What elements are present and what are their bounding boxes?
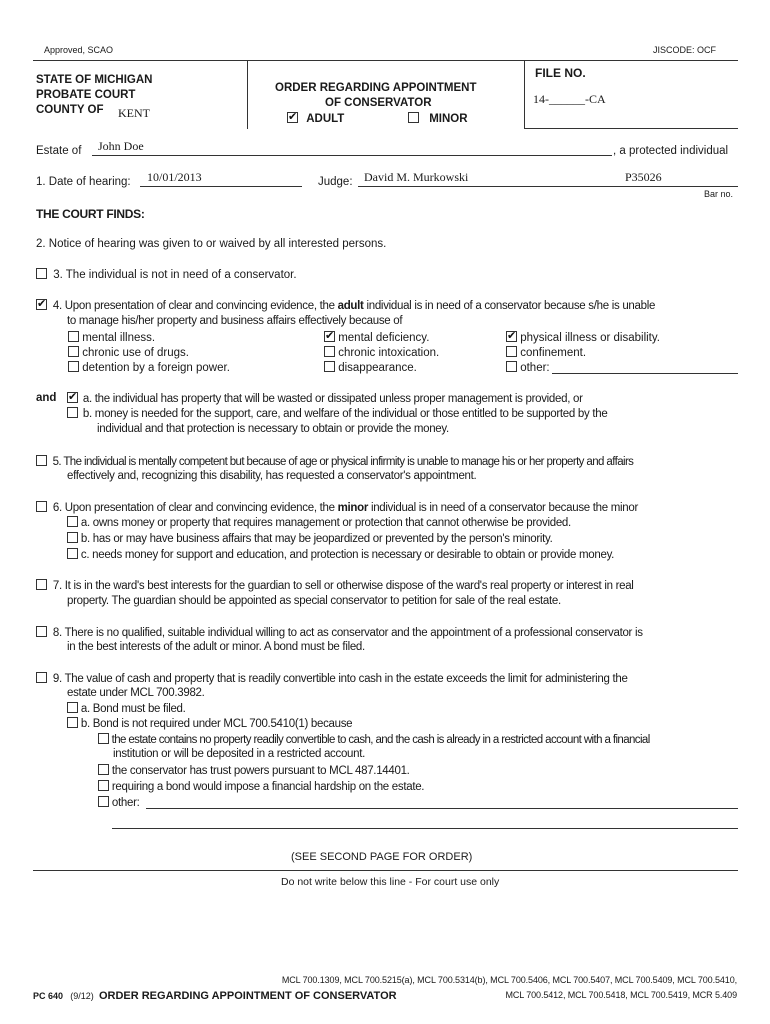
minor-option[interactable] bbox=[408, 112, 468, 125]
item-4-text-post: individual is in need of a conservator because s/he is unable bbox=[363, 300, 656, 312]
item-9a-text: a. Bond must be filed. bbox=[80, 703, 186, 715]
item-9b-sub1 bbox=[98, 733, 650, 746]
item-9b-sub4 bbox=[98, 796, 140, 809]
judge-name[interactable]: David M. Murkowski bbox=[364, 170, 469, 184]
footer-form-title: ORDER REGARDING APPOINTMENT OF CONSERVATOR bbox=[98, 990, 397, 1002]
item-8 bbox=[36, 626, 643, 639]
adult-checkbox[interactable] bbox=[287, 112, 298, 123]
item-6b-text: b. has or may have business affairs that may be jeopardized or prevented by the person's minority. bbox=[80, 533, 553, 545]
form-number: PC 640 bbox=[33, 991, 64, 1001]
header-divider-right bbox=[524, 61, 525, 129]
reason-checkbox[interactable] bbox=[68, 331, 79, 342]
court-use-label: Do not write below this line - For court use only bbox=[281, 876, 500, 888]
reason-label: mental deficiency. bbox=[338, 332, 430, 344]
item-6-text-bold: minor bbox=[337, 502, 369, 514]
reason-confinement[interactable] bbox=[506, 346, 586, 359]
item-8-text: 8. There is no qualified, suitable individual willing to act as conservator and the appointment of a professional conservator is bbox=[52, 627, 643, 639]
item-9b bbox=[67, 717, 352, 730]
reason-checkbox[interactable] bbox=[324, 361, 335, 372]
reason-checkbox[interactable] bbox=[324, 346, 335, 357]
reason-checkbox[interactable] bbox=[506, 331, 517, 342]
item-6-text-pre: 6. Upon presentation of clear and convincing evidence, the bbox=[52, 502, 338, 514]
header-divider-left bbox=[247, 61, 248, 129]
item-3 bbox=[36, 268, 297, 281]
item-9b-sub1-checkbox[interactable] bbox=[98, 733, 109, 744]
item-4b-text: b. money is needed for the support, care, and welfare of the individual or those entitled to be supported by the bbox=[82, 408, 608, 420]
item-6-checkbox[interactable] bbox=[36, 501, 47, 512]
jiscode-text: JISCODE: OCF bbox=[653, 45, 717, 55]
reason-label: disappearance. bbox=[338, 362, 417, 374]
item-6a-text: a. owns money or property that requires management or protection that cannot otherwise be provided. bbox=[80, 517, 571, 529]
reason-label: confinement. bbox=[520, 347, 587, 359]
item-9b-sub1-text: the estate contains no property readily convertible to cash, and the cash is already in a restricted account with a financial bbox=[111, 734, 650, 746]
reason-physical-illness[interactable] bbox=[506, 331, 660, 344]
item-9b-checkbox[interactable] bbox=[67, 717, 78, 728]
item-6a bbox=[67, 516, 571, 529]
item-4a-checkbox[interactable] bbox=[67, 392, 78, 403]
court-finds-heading: THE COURT FINDS: bbox=[36, 207, 145, 221]
item-9 bbox=[36, 672, 628, 685]
item-9-text: 9. The value of cash and property that is readily convertible into cash in the estate exceeds the limit for administering the bbox=[52, 673, 628, 685]
court-use-rule bbox=[33, 870, 738, 871]
item-6c bbox=[67, 548, 614, 561]
form-title-line1: ORDER REGARDING APPOINTMENT bbox=[275, 82, 477, 94]
item-4-line1 bbox=[36, 299, 655, 312]
reason-checkbox[interactable] bbox=[68, 346, 79, 357]
footer-form-id bbox=[33, 990, 397, 1002]
hearing-date-line bbox=[140, 186, 302, 187]
item-4a bbox=[67, 392, 583, 405]
item-4-checkbox[interactable] bbox=[36, 299, 47, 310]
item-9b-sub3-checkbox[interactable] bbox=[98, 780, 109, 791]
reason-label: physical illness or disability. bbox=[520, 332, 660, 344]
item-4b-checkbox[interactable] bbox=[67, 407, 78, 418]
minor-label: MINOR bbox=[429, 113, 468, 125]
bar-number[interactable]: P35026 bbox=[625, 170, 662, 184]
item-9a bbox=[67, 702, 186, 715]
item-4a-text: a. the individual has property that will be wasted or dissipated unless proper management is provided, or bbox=[82, 393, 583, 405]
file-box-bottom bbox=[524, 128, 738, 129]
item-9b-sub4-checkbox[interactable] bbox=[98, 796, 109, 807]
footer-mcl-line1: MCL 700.1309, MCL 700.5215(a), MCL 700.5314(b), MCL 700.5406, MCL 700.5407, MCL 700.5409, MCL 700.5410, bbox=[281, 975, 737, 985]
item-4-line2: to manage his/her property and business affairs effectively because of bbox=[67, 315, 403, 327]
item-9b-sub2 bbox=[98, 764, 410, 777]
item-5 bbox=[36, 455, 633, 468]
item-9a-checkbox[interactable] bbox=[67, 702, 78, 713]
reason-checkbox[interactable] bbox=[68, 361, 79, 372]
reason-label: chronic intoxication. bbox=[338, 347, 440, 359]
reason-other[interactable] bbox=[506, 361, 550, 374]
item-9b-sub2-checkbox[interactable] bbox=[98, 764, 109, 775]
item-4b bbox=[67, 407, 607, 420]
item-9b-sub3-text: requiring a bond would impose a financial hardship on the estate. bbox=[111, 781, 425, 793]
adult-label: ADULT bbox=[306, 113, 345, 125]
footer-mcl-line2: MCL 700.5412, MCL 700.5418, MCL 700.5419, MCR 5.409 bbox=[505, 990, 737, 1000]
judge-line bbox=[358, 186, 738, 187]
court-line-state: STATE OF MICHIGAN bbox=[36, 74, 153, 86]
item-9-other-line-2 bbox=[112, 828, 738, 829]
item-9-checkbox[interactable] bbox=[36, 672, 47, 683]
item-9b-text: b. Bond is not required under MCL 700.5410(1) because bbox=[80, 718, 353, 730]
reason-chronic-intoxication[interactable] bbox=[324, 346, 439, 359]
item-4-text-pre: 4. Upon presentation of clear and convincing evidence, the bbox=[52, 300, 338, 312]
item-2: 2. Notice of hearing was given to or waived by all interested persons. bbox=[36, 238, 387, 250]
county-value[interactable]: KENT bbox=[118, 106, 150, 120]
item-6b-checkbox[interactable] bbox=[67, 532, 78, 543]
hearing-date-label: 1. Date of hearing: bbox=[36, 176, 131, 188]
item-6a-checkbox[interactable] bbox=[67, 516, 78, 527]
form-title-line2: OF CONSERVATOR bbox=[325, 97, 432, 109]
court-line-probate: PROBATE COURT bbox=[36, 89, 136, 101]
reason-checkbox[interactable] bbox=[324, 331, 335, 342]
reason-chronic-drugs[interactable] bbox=[68, 346, 189, 359]
item-9b-sub1-line2: institution or will be deposited in a restricted account. bbox=[113, 748, 366, 760]
header-top-rule bbox=[33, 60, 738, 61]
estate-label: Estate of bbox=[36, 145, 82, 157]
estate-name[interactable]: John Doe bbox=[98, 139, 144, 153]
item-5-text: 5. The individual is mentally competent but because of age or physical infirmity is unable to manage his or her property and affairs bbox=[52, 456, 634, 468]
reason-label: chronic use of drugs. bbox=[82, 347, 189, 359]
approved-text: Approved, SCAO bbox=[44, 45, 114, 55]
reason-mental-illness[interactable] bbox=[68, 331, 155, 344]
item-6c-checkbox[interactable] bbox=[67, 548, 78, 559]
item-3-checkbox[interactable] bbox=[36, 268, 47, 279]
adult-option[interactable] bbox=[287, 112, 344, 125]
item-9b-sub4-text: other: bbox=[111, 797, 140, 809]
see-second-page: (SEE SECOND PAGE FOR ORDER) bbox=[291, 851, 473, 863]
item-9b-sub2-text: the conservator has trust powers pursuant to MCL 487.14401. bbox=[111, 765, 410, 777]
judge-label: Judge: bbox=[318, 176, 353, 188]
item-7-line2: property. The guardian should be appointed as special conservator to petition for sale of the real estate. bbox=[67, 595, 561, 607]
bar-no-label: Bar no. bbox=[704, 189, 734, 199]
item-5-checkbox[interactable] bbox=[36, 455, 47, 466]
item-6b bbox=[67, 532, 553, 545]
hearing-date-value[interactable]: 10/01/2013 bbox=[147, 170, 202, 184]
item-9-other-line-1 bbox=[146, 808, 738, 809]
item-4b-line2: individual and that protection is necessary to obtain or provide the money. bbox=[97, 423, 449, 435]
reason-label: other: bbox=[520, 362, 550, 374]
item-6-text-post: individual is in need of a conservator because the minor bbox=[368, 502, 638, 514]
item-5-line2: effectively and, recognizing this disability, has requested a conservator's appointment. bbox=[67, 470, 477, 482]
reason-checkbox[interactable] bbox=[506, 361, 517, 372]
item-8-checkbox[interactable] bbox=[36, 626, 47, 637]
estate-name-line bbox=[92, 155, 612, 156]
item-6c-text: c. needs money for support and education, and protection is necessary or desirable to obtain or provide money. bbox=[80, 549, 615, 561]
item-4-text-bold: adult bbox=[337, 300, 364, 312]
reason-label: detention by a foreign power. bbox=[82, 362, 230, 374]
item-7-text: 7. It is in the ward's best interests for the guardian to sell or otherwise dispose of the ward's real property or interest in real bbox=[52, 580, 634, 592]
reason-other-line bbox=[552, 373, 738, 374]
reason-disappearance[interactable] bbox=[324, 361, 417, 374]
minor-checkbox[interactable] bbox=[408, 112, 419, 123]
item-3-text: 3. The individual is not in need of a conservator. bbox=[53, 269, 297, 281]
protected-individual-label: , a protected individual bbox=[613, 145, 729, 157]
reason-label: mental illness. bbox=[82, 332, 156, 344]
item-9-line2: estate under MCL 700.3982. bbox=[67, 687, 205, 699]
form-date: (9/12) bbox=[70, 991, 94, 1001]
item-9b-sub3 bbox=[98, 780, 424, 793]
and-label: and bbox=[36, 392, 57, 404]
reason-detention[interactable] bbox=[68, 361, 230, 374]
item-7-checkbox[interactable] bbox=[36, 579, 47, 590]
item-7 bbox=[36, 579, 634, 592]
file-no-label: FILE NO. bbox=[535, 66, 586, 80]
court-line-county: COUNTY OF bbox=[36, 104, 104, 116]
item-6 bbox=[36, 501, 638, 514]
reason-mental-deficiency[interactable] bbox=[324, 331, 429, 344]
item-8-line2: in the best interests of the adult or minor. A bond must be filed. bbox=[67, 641, 365, 653]
reason-checkbox[interactable] bbox=[506, 346, 517, 357]
file-no-value[interactable]: 14-______-CA bbox=[533, 92, 606, 106]
